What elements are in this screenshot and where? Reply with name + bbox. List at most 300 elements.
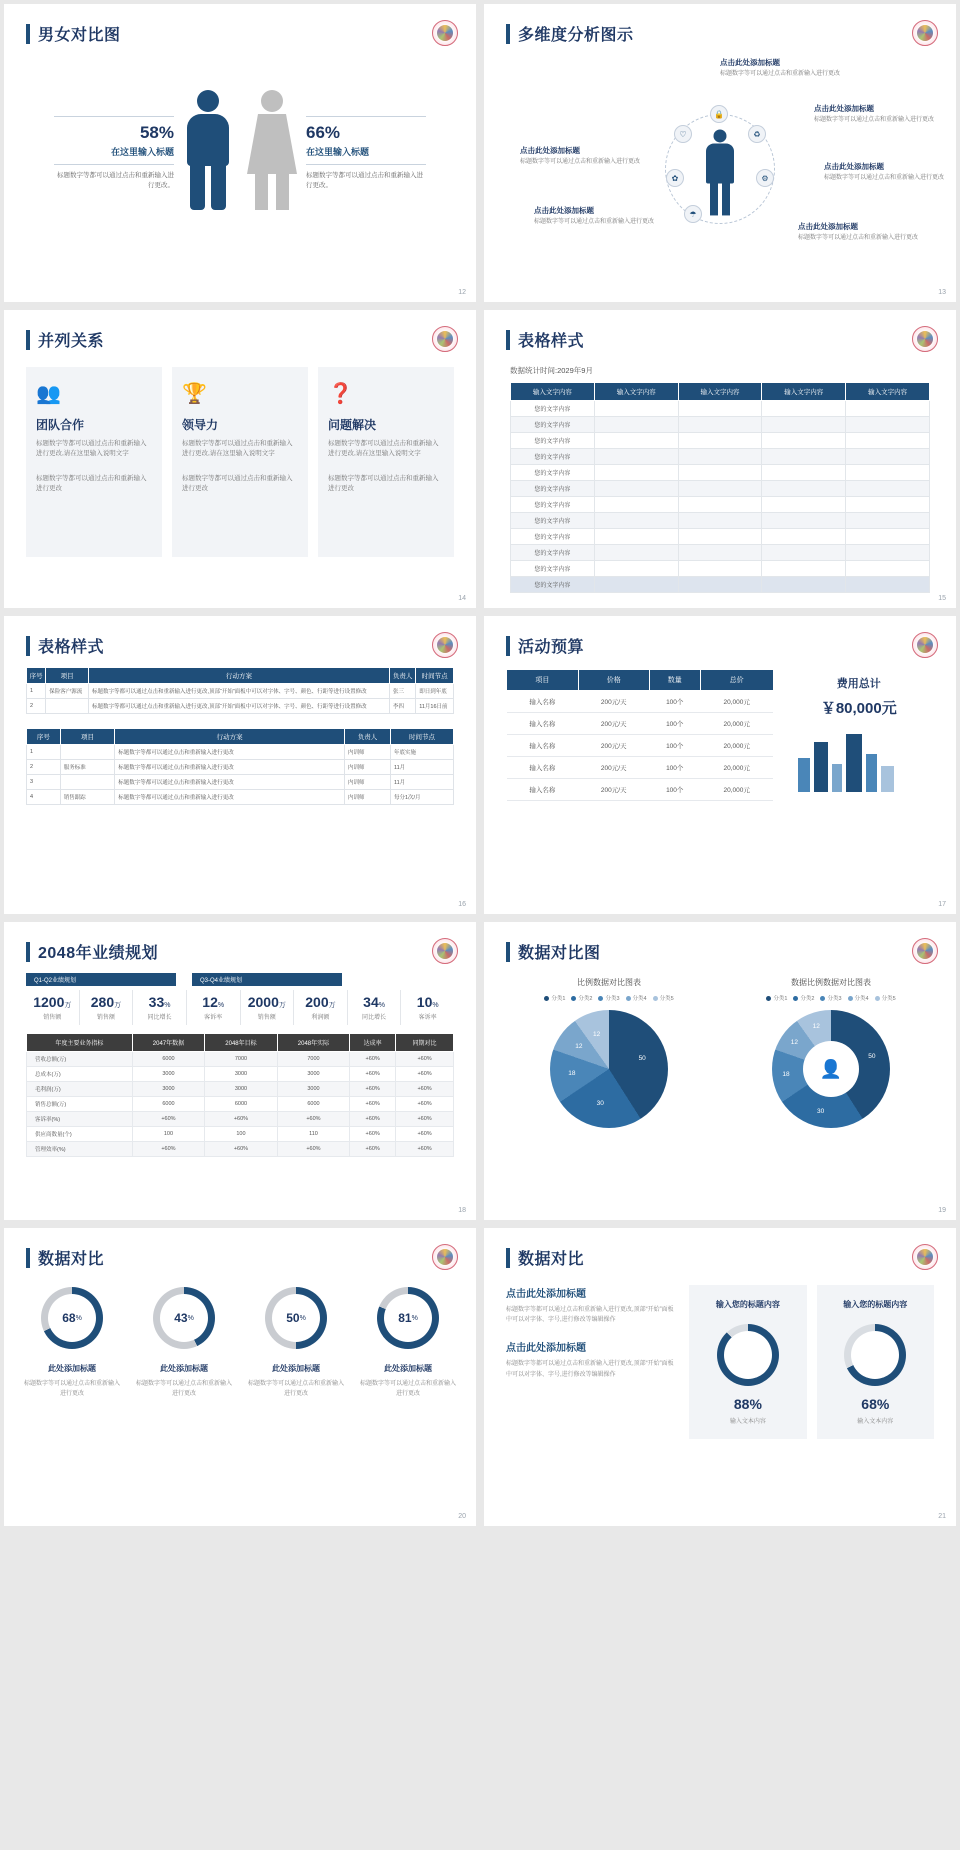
table-cell: 客诉率(%)	[27, 1112, 133, 1127]
table-cell: 100个	[649, 779, 700, 801]
table-cell: 供应商数量(个)	[27, 1127, 133, 1142]
diagram-label-3-title: 点击此处添加标题	[824, 162, 884, 171]
kpi-cell	[26, 990, 80, 1025]
table-cell	[46, 699, 89, 714]
table-row	[511, 529, 930, 545]
table-row	[511, 561, 930, 577]
table-cell: 7000	[205, 1052, 278, 1067]
table-cell: 输入名称	[507, 713, 579, 735]
diagram-label-5-desc: 标题数字等可以通过点击和重新输入进行更改	[520, 159, 641, 165]
progress-ring	[377, 1287, 439, 1349]
progress-title: 此处添加标题	[48, 1364, 96, 1373]
slide-12	[4, 4, 476, 302]
progress-ring-item	[18, 1287, 126, 1399]
table-row	[27, 745, 454, 760]
table-cell: 110	[277, 1127, 350, 1142]
table-cell: +60%	[396, 1127, 454, 1142]
donut-center-icon: 👤	[803, 1041, 859, 1097]
female-desc: 标题数字等都可以通过点击和重新输入进行更改。	[306, 171, 423, 189]
table-cell: 内训师	[345, 745, 391, 760]
page-title: 活动预算	[518, 639, 585, 656]
tab-q1-q2[interactable]: Q1-Q2业绩规划	[26, 973, 176, 986]
slide-number: 14	[458, 595, 466, 602]
table-cell: 20,000元	[700, 691, 773, 713]
card-team-title: 团队合作	[36, 418, 85, 432]
table-header-cell: 项目	[46, 668, 89, 684]
slide-18-header	[4, 922, 476, 963]
kpi-label: 销售额	[257, 1015, 276, 1021]
table-cell	[846, 561, 930, 577]
table-header-cell: 数量	[649, 670, 700, 691]
kpi-value: 280万	[90, 994, 122, 1010]
table-header-cell: 时间节点	[416, 668, 454, 684]
share-icon[interactable]: ♻	[748, 125, 766, 143]
logo-stamp-icon	[912, 326, 938, 352]
table-cell: 3000	[277, 1067, 350, 1082]
table-cell: 3000	[277, 1082, 350, 1097]
gear-icon[interactable]: ⚙	[756, 169, 774, 187]
table-cell: 内训师	[345, 760, 391, 775]
table-cell: 100个	[649, 757, 700, 779]
stat-card-2[interactable]	[817, 1285, 934, 1439]
table-cell: 您的文字内容	[511, 513, 595, 529]
diagram-label-2-desc: 标题数字等可以通过点击和重新输入进行更改	[814, 117, 935, 123]
table-cell: +60%	[132, 1112, 205, 1127]
title-accent-bar	[26, 1248, 30, 1268]
slide-number: 18	[458, 1207, 466, 1214]
page-title: 多维度分析图示	[518, 27, 634, 44]
diagram-label-3	[824, 161, 944, 183]
table-header-cell: 2047年数据	[132, 1034, 205, 1052]
umbrella-icon[interactable]: ☂	[684, 205, 702, 223]
table-cell	[846, 513, 930, 529]
card-problem-title: 问题解决	[328, 418, 377, 432]
table-cell: 每分1次/月	[390, 790, 453, 805]
kpi-tab-row	[4, 963, 476, 986]
page-title: 数据对比	[518, 1251, 585, 1268]
table-cell: 1	[27, 684, 46, 699]
table-cell: +60%	[396, 1097, 454, 1112]
pie-value-label: 12	[575, 1043, 583, 1051]
table-cell: +60%	[396, 1052, 454, 1067]
table-header-cell: 序号	[27, 668, 46, 684]
budget-total-value: ￥80,000元	[820, 700, 897, 717]
table-cell	[678, 465, 762, 481]
table-cell: +60%	[350, 1097, 396, 1112]
table-cell: +60%	[277, 1142, 350, 1157]
table-cell: +60%	[350, 1082, 396, 1097]
table-cell: +60%	[350, 1112, 396, 1127]
pie-value-label: 12	[593, 1030, 601, 1038]
table-row	[27, 1067, 454, 1082]
diagram-label-1-desc: 标题数字等可以通过点击和重新输入进行更改	[720, 71, 841, 77]
table-cell: +60%	[277, 1112, 350, 1127]
slide-17-header	[484, 616, 956, 657]
table-cell: +60%	[350, 1067, 396, 1082]
pie-value-label: 12	[790, 1038, 799, 1046]
stat-cards	[689, 1285, 934, 1439]
table-header-cell: 项目	[60, 729, 114, 745]
table-cell: 销售跟踪	[60, 790, 114, 805]
legend-item: 分类4	[848, 994, 869, 1002]
slide-19-body	[484, 963, 956, 1128]
table-cell	[846, 401, 930, 417]
kpi-cell	[294, 990, 348, 1025]
table-header-cell: 时间节点	[390, 729, 453, 745]
table-cell	[762, 401, 846, 417]
kpi-row	[4, 986, 476, 1025]
table-cell: 管理效率(%)	[27, 1142, 133, 1157]
table-cell: 标题数字等都可以通过点击和重新输入进行更改	[115, 760, 345, 775]
table-cell: +60%	[205, 1142, 278, 1157]
table-cell: +60%	[396, 1082, 454, 1097]
card-team[interactable]	[26, 367, 162, 557]
kpi-value: 33%	[148, 994, 171, 1010]
table-cell: 您的文字内容	[511, 417, 595, 433]
table-cell: 标题数字等都可以通过点击和重新输入进行更改	[115, 745, 345, 760]
table-cell	[762, 513, 846, 529]
businessman-figure-icon	[702, 130, 738, 216]
legend-item: 分类5	[875, 994, 896, 1002]
trophy-icon: 🏆	[182, 383, 207, 405]
legend-item: 分类4	[626, 994, 647, 1002]
table-cell: 总成本(万)	[27, 1067, 133, 1082]
stat-card-1[interactable]	[689, 1285, 806, 1439]
table-cell: 您的文字内容	[511, 545, 595, 561]
kpi-value: 200万	[305, 994, 336, 1010]
slide-number: 13	[938, 289, 946, 296]
progress-desc: 标题数字等可以通过点击和重新输入进行更改	[360, 1381, 457, 1397]
kpi-cell	[133, 990, 187, 1025]
kpi-label: 利润额	[311, 1015, 330, 1021]
slide-13-header	[484, 4, 956, 45]
table-cell	[594, 561, 678, 577]
pie-value-label: 18	[782, 1070, 790, 1078]
table-row	[27, 1052, 454, 1067]
male-desc: 标题数字等都可以通过点击和重新输入进行更改。	[57, 171, 174, 189]
kpi-cell	[241, 990, 295, 1025]
stat-card-1-sub: 输入文本内容	[729, 1419, 766, 1425]
kpi-label: 同比增长	[147, 1015, 172, 1021]
data-date-label: 数据统计时间:2029年9月	[510, 366, 593, 375]
table-cell	[60, 775, 114, 790]
slide-number: 19	[938, 1207, 946, 1214]
slide-12-header	[4, 4, 476, 45]
table-row	[511, 481, 930, 497]
table-row	[511, 577, 930, 593]
table-cell: 200元/天	[578, 735, 649, 757]
progress-ring	[265, 1287, 327, 1349]
table-cell	[678, 497, 762, 513]
slide-15	[484, 310, 956, 608]
legend-item: 分类5	[653, 994, 674, 1002]
slide-15-header	[484, 310, 956, 351]
table-cell	[678, 481, 762, 497]
table-cell	[594, 545, 678, 561]
pie-value-label: 50	[868, 1052, 876, 1060]
progress-title: 此处添加标题	[160, 1364, 208, 1373]
table-cell: +60%	[350, 1127, 396, 1142]
table-row	[27, 1112, 454, 1127]
table-header-row	[27, 668, 454, 684]
action-plan-table-2	[26, 728, 454, 805]
table-cell: 即日到年底	[416, 684, 454, 699]
table-header-cell: 行动方案	[88, 668, 389, 684]
table-cell: 您的文字内容	[511, 497, 595, 513]
table-header-cell: 输入文字内容	[846, 383, 930, 401]
diagram-label-4	[798, 221, 918, 243]
table-row	[27, 1142, 454, 1157]
pie-value-label: 30	[816, 1108, 825, 1116]
card-problem-desc2: 标题数字等都可以通过点击和重新输入进行更改	[328, 474, 439, 493]
table-row	[27, 790, 454, 805]
slide-number: 17	[938, 901, 946, 908]
table-cell	[594, 401, 678, 417]
table-header-cell: 输入文字内容	[511, 383, 595, 401]
logo-stamp-icon	[912, 1244, 938, 1270]
table-cell: 6000	[277, 1097, 350, 1112]
progress-ring-item	[354, 1287, 462, 1399]
card-problem-solving[interactable]	[318, 367, 454, 557]
kpi-value: 34%	[363, 994, 385, 1010]
kpi-value: 10%	[416, 994, 439, 1010]
table-cell: +60%	[350, 1052, 396, 1067]
kpi-cell	[401, 990, 454, 1025]
donut-chart	[772, 1010, 890, 1128]
table-cell	[762, 561, 846, 577]
table-cell: 6000	[132, 1052, 205, 1067]
table-cell	[762, 481, 846, 497]
logo-stamp-icon	[912, 938, 938, 964]
kpi-value: 12%	[202, 994, 225, 1010]
female-stat-block	[306, 110, 426, 191]
slide-number: 15	[938, 595, 946, 602]
table-cell: 服务标准	[60, 760, 114, 775]
table-cell: 您的文字内容	[511, 577, 595, 593]
table-cell: 毛利润(万)	[27, 1082, 133, 1097]
title-accent-bar	[506, 24, 510, 44]
page-title: 表格样式	[518, 333, 585, 350]
table-cell	[678, 577, 762, 593]
table-cell: 您的文字内容	[511, 481, 595, 497]
card-problem-desc1: 标题数字等都可以通过点击和重新输入进行更改,请在这里输入说明文字	[328, 440, 439, 458]
stat-card-1-title: 输入您的标题内容	[715, 1300, 780, 1309]
table-cell: 20,000元	[700, 713, 773, 735]
pie-value-label: 18	[568, 1069, 576, 1077]
progress-desc: 标题数字等可以通过点击和重新输入进行更改	[248, 1381, 345, 1397]
male-subtitle: 在这里输入标题	[110, 146, 174, 157]
table-cell	[678, 513, 762, 529]
table-header-cell: 2048年目标	[205, 1034, 278, 1052]
slide-12-body	[4, 45, 476, 255]
table-cell: +60%	[132, 1142, 205, 1157]
slide-17	[484, 616, 956, 914]
logo-stamp-icon	[912, 20, 938, 46]
table-row	[511, 513, 930, 529]
table-cell: 1	[27, 745, 61, 760]
stat-card-1-ring	[717, 1324, 779, 1386]
table-row	[507, 779, 774, 801]
female-percent: 66%	[306, 122, 341, 142]
table-cell: 您的文字内容	[511, 401, 595, 417]
table-cell: 200元/天	[578, 691, 649, 713]
table-header-cell: 负责人	[390, 668, 416, 684]
diagram-label-3-desc: 标题数字等可以通过点击和重新输入进行更改	[824, 175, 945, 181]
stat-card-2-ring	[844, 1324, 906, 1386]
table-cell: 20,000元	[700, 757, 773, 779]
table-cell: 100个	[649, 713, 700, 735]
progress-desc: 标题数字等可以通过点击和重新输入进行更改	[136, 1381, 233, 1397]
card-leadership-desc2: 标题数字等都可以通过点击和重新输入进行更改	[182, 474, 293, 493]
city-illustration	[784, 728, 934, 792]
table-cell	[846, 417, 930, 433]
table-header-cell: 输入文字内容	[762, 383, 846, 401]
table-cell: 100个	[649, 735, 700, 757]
diagram-label-1	[720, 57, 840, 79]
table-row	[507, 757, 774, 779]
kpi-cell	[187, 990, 241, 1025]
page-title: 男女对比图	[38, 27, 121, 44]
table-cell: 标题数字等都可以通过点击和重新输入进行更改	[115, 775, 345, 790]
team-icon: 👥	[36, 383, 61, 405]
pie-value-label: 50	[638, 1054, 646, 1062]
male-stat-block	[54, 110, 174, 191]
progress-ring-item	[130, 1287, 238, 1399]
logo-stamp-icon	[912, 632, 938, 658]
kpi-cell	[80, 990, 134, 1025]
table-cell: 20,000元	[700, 735, 773, 757]
slide-21-body	[484, 1269, 956, 1439]
table-cell: 内训师	[345, 775, 391, 790]
table-cell: 您的文字内容	[511, 449, 595, 465]
table-cell: 标题数字等都可以通过点击和重新输入进行更改	[115, 790, 345, 805]
legend-item: 分类3	[598, 994, 619, 1002]
table-row	[511, 545, 930, 561]
table-cell: 6000	[132, 1097, 205, 1112]
table-cell	[594, 433, 678, 449]
title-accent-bar	[506, 1248, 510, 1268]
table-cell	[678, 449, 762, 465]
kpi-cell	[348, 990, 402, 1025]
legend-item: 分类2	[793, 994, 814, 1002]
table-cell: 营收总额(万)	[27, 1052, 133, 1067]
title-accent-bar	[506, 942, 510, 962]
table-cell	[762, 545, 846, 561]
progress-value: 50 %	[272, 1294, 320, 1342]
card-leadership[interactable]	[172, 367, 308, 557]
table-cell	[594, 465, 678, 481]
table-cell	[594, 481, 678, 497]
stat-card-2-value: 68%	[861, 1396, 890, 1412]
table-cell	[678, 417, 762, 433]
table-cell: 您的文字内容	[511, 529, 595, 545]
page-title: 表格样式	[38, 639, 105, 656]
legend-item: 分类3	[820, 994, 841, 1002]
table-cell: 3000	[205, 1082, 278, 1097]
stat-card-2-title: 输入您的标题内容	[843, 1300, 908, 1309]
slide-19	[484, 922, 956, 1220]
kpi-value: 2000万	[247, 994, 286, 1010]
table-cell	[594, 449, 678, 465]
table-row	[511, 417, 930, 433]
diagram-label-1-title: 点击此处添加标题	[720, 58, 780, 67]
diagram-label-2-title: 点击此处添加标题	[814, 104, 874, 113]
table-header-row	[507, 670, 774, 691]
table-cell	[846, 545, 930, 561]
title-accent-bar	[26, 942, 30, 962]
table-cell	[846, 465, 930, 481]
progress-desc: 标题数字等可以通过点击和重新输入进行更改	[24, 1381, 121, 1397]
table-cell	[846, 497, 930, 513]
table-row	[507, 691, 774, 713]
lock-icon[interactable]: 🔒	[710, 105, 728, 123]
table-header-cell: 输入文字内容	[678, 383, 762, 401]
female-figure-icon	[242, 90, 302, 210]
kpi-label: 销售额	[43, 1015, 62, 1021]
table-cell	[60, 745, 114, 760]
donut-chart-block	[720, 977, 942, 1128]
table-cell: 200元/天	[578, 713, 649, 735]
card-team-desc2: 标题数字等都可以通过点击和重新输入进行更改	[36, 474, 147, 493]
table-cell: +60%	[350, 1142, 396, 1157]
table-header-cell: 年度主要业务指标	[27, 1034, 133, 1052]
table-cell: 内训师	[345, 790, 391, 805]
table-cell: +60%	[396, 1067, 454, 1082]
kpi-label: 客诉率	[204, 1015, 223, 1021]
tab-q3-q4[interactable]: Q3-Q4业绩规划	[192, 973, 342, 986]
table-cell	[846, 529, 930, 545]
slide-21	[484, 1228, 956, 1526]
table-header-cell: 行动方案	[115, 729, 345, 745]
donut-chart-legend	[720, 994, 942, 1002]
table-row	[27, 1097, 454, 1112]
progress-title: 此处添加标题	[384, 1364, 432, 1373]
table-cell: 2	[27, 699, 46, 714]
slide-13-body	[484, 45, 956, 275]
diagram-label-6-desc: 标题数字等可以通过点击和重新输入进行更改	[534, 219, 655, 225]
radial-diagram	[660, 109, 780, 229]
table-header-cell: 同期对比	[396, 1034, 454, 1052]
table-cell: 张三	[390, 684, 416, 699]
title-accent-bar	[26, 636, 30, 656]
table-header-cell: 序号	[27, 729, 61, 745]
progress-title: 此处添加标题	[272, 1364, 320, 1373]
budget-total-block	[784, 669, 934, 801]
title-accent-bar	[26, 24, 30, 44]
table-cell	[762, 529, 846, 545]
table-header-cell: 负责人	[345, 729, 391, 745]
table-cell	[846, 481, 930, 497]
table-cell: 销售总额(万)	[27, 1097, 133, 1112]
table-row	[511, 401, 930, 417]
flower-icon[interactable]: ✿	[666, 169, 684, 187]
progress-rings-row	[4, 1269, 476, 1399]
slide-20-header	[4, 1228, 476, 1269]
heart-icon[interactable]: ♡	[674, 125, 692, 143]
table-cell: 100	[132, 1127, 205, 1142]
legend-item: 分类2	[571, 994, 592, 1002]
logo-stamp-icon	[432, 326, 458, 352]
table-cell: 标题数字等都可以通过点击和重新输入进行更改,顶部“开始”面板中可以对字体、字号、颜色、行距等进行设置修改	[88, 699, 389, 714]
stat-card-2-sub: 输入文本内容	[857, 1419, 894, 1425]
diagram-label-6	[534, 205, 654, 227]
table-header-cell: 项目	[507, 670, 579, 691]
table-cell	[846, 449, 930, 465]
table-cell: 11月	[390, 760, 453, 775]
table-cell	[762, 497, 846, 513]
table-cell	[762, 417, 846, 433]
table-row	[27, 760, 454, 775]
